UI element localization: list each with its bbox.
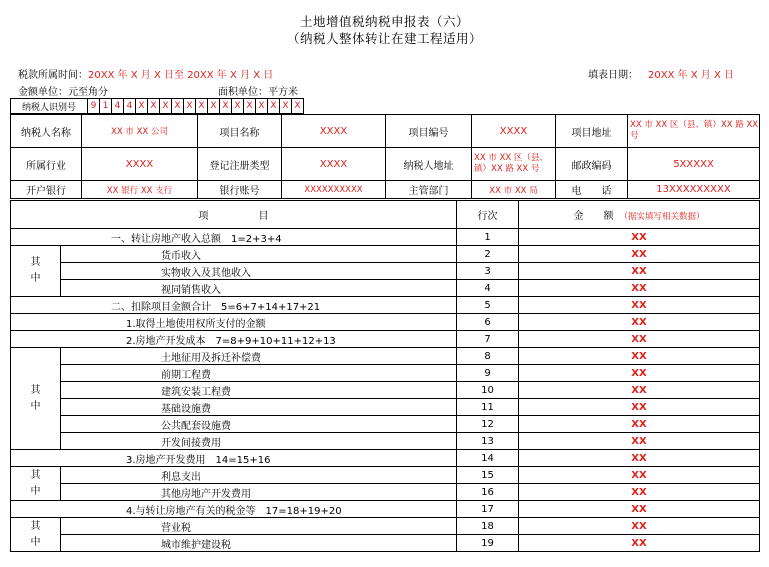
row-line-no: 9 <box>457 365 519 382</box>
table-row <box>11 416 760 433</box>
taxid-digit: 4 <box>124 99 136 114</box>
table-row <box>11 229 760 246</box>
row-amount[interactable]: XX <box>519 382 760 399</box>
bank-value: XX 银行 XX 支行 <box>82 181 198 199</box>
phone-value: 13XXXXXXXXX <box>628 181 760 199</box>
table-row <box>11 467 760 484</box>
bank-label: 开户银行 <box>11 181 82 199</box>
row-amount[interactable]: XX <box>519 263 760 280</box>
header-amount-note: （据实填写相关数据） <box>619 212 705 222</box>
table-row <box>11 382 760 399</box>
row-line-no: 5 <box>457 297 519 314</box>
row-label: 2.房地产开发成本 7=8+9+10+11+12+13 <box>11 331 457 348</box>
reg-type-value: XXXX <box>282 148 386 181</box>
row-label: 前期工程费 <box>61 365 457 382</box>
project-addr-value: XX 市 XX 区（县、镇）XX 路 XX 号 <box>628 115 760 148</box>
taxid-digit: X <box>208 99 220 114</box>
table-row <box>11 246 760 263</box>
taxid-digit: 4 <box>112 99 124 114</box>
form-subtitle: （纳税人整体转让在建工程适用） <box>286 31 482 46</box>
taxid-label: 纳税人识别号 <box>11 99 88 114</box>
taxid-digit: X <box>220 99 232 114</box>
form-title: 土地增值税纳税申报表（六） <box>299 14 469 29</box>
tax-period-label: 税款所属时间： <box>18 70 88 81</box>
phone-label: 电 话 <box>556 181 628 199</box>
row-line-no: 2 <box>457 246 519 263</box>
row-line-no: 4 <box>457 280 519 297</box>
row-line-no: 15 <box>457 467 519 484</box>
row-line-no: 6 <box>457 314 519 331</box>
project-name-value: XXXX <box>282 115 386 148</box>
header-amount <box>519 201 760 229</box>
row-amount[interactable]: XX <box>519 399 760 416</box>
row-label: 公共配套设施费 <box>61 416 457 433</box>
taxpayer-name-value: XX 市 XX 公司 <box>82 115 198 148</box>
table-row <box>11 331 760 348</box>
row-line-no: 3 <box>457 263 519 280</box>
table-row <box>11 399 760 416</box>
row-line-no: 11 <box>457 399 519 416</box>
row-label: 1.取得土地使用权所支付的金额 <box>11 314 457 331</box>
tax-period-value: 20XX 年 X 月 X 日至 20XX 年 X 月 X 日 <box>88 70 274 81</box>
row-amount[interactable]: XX <box>519 467 760 484</box>
postcode-label: 邮政编码 <box>556 148 628 181</box>
row-label: 3.房地产开发费用 14=15+16 <box>11 450 457 467</box>
table-row <box>11 348 760 365</box>
row-line-no: 18 <box>457 518 519 535</box>
row-label: 视同销售收入 <box>61 280 457 297</box>
header-line-no: 行次 <box>457 201 519 229</box>
qizhong-label: 其 中 <box>11 467 61 501</box>
row-label: 城市维护建设税 <box>61 535 457 552</box>
header-item: 项 目 <box>11 201 457 229</box>
row-amount[interactable]: XX <box>519 518 760 535</box>
fill-date-label: 填表日期： <box>588 70 638 81</box>
taxid-digit: X <box>172 99 184 114</box>
row-label: 基础设施费 <box>61 399 457 416</box>
taxid-digit: X <box>292 99 304 114</box>
taxid-digit: X <box>268 99 280 114</box>
declaration-table <box>10 200 760 552</box>
taxid-digit: X <box>136 99 148 114</box>
fill-date-value: 20XX 年 X 月 X 日 <box>648 70 735 81</box>
taxpayer-info-table <box>10 114 760 199</box>
row-amount[interactable]: XX <box>519 535 760 552</box>
taxpayer-name-label: 纳税人名称 <box>11 115 82 148</box>
row-amount[interactable]: XX <box>519 365 760 382</box>
taxpayer-addr-label: 纳税人地址 <box>386 148 472 181</box>
row-amount[interactable]: XX <box>519 433 760 450</box>
row-label: 一、转让房地产收入总额 1=2+3+4 <box>11 229 457 246</box>
amount-unit: 金额单位：元至角分 <box>18 87 108 98</box>
row-line-no: 19 <box>457 535 519 552</box>
table-row <box>11 314 760 331</box>
row-label: 土地征用及拆迁补偿费 <box>61 348 457 365</box>
project-addr-label: 项目地址 <box>556 115 628 148</box>
authority-value: XX 市 XX 局 <box>472 181 556 199</box>
taxid-digit: X <box>280 99 292 114</box>
row-amount[interactable]: XX <box>519 280 760 297</box>
postcode-value: 5XXXXX <box>628 148 760 181</box>
row-amount[interactable]: XX <box>519 229 760 246</box>
industry-value: XXXX <box>82 148 198 181</box>
taxid-digit: X <box>244 99 256 114</box>
table-row <box>11 501 760 518</box>
row-amount[interactable]: XX <box>519 297 760 314</box>
table-row <box>11 280 760 297</box>
project-name-label: 项目名称 <box>198 115 282 148</box>
row-line-no: 14 <box>457 450 519 467</box>
industry-label: 所属行业 <box>11 148 82 181</box>
header-amount-label: 金 额 <box>573 211 614 222</box>
row-amount[interactable]: XX <box>519 314 760 331</box>
reg-type-label: 登记注册类型 <box>198 148 282 181</box>
table-row <box>11 365 760 382</box>
row-line-no: 8 <box>457 348 519 365</box>
row-amount[interactable]: XX <box>519 331 760 348</box>
fill-date <box>588 66 734 81</box>
table-row <box>11 518 760 535</box>
table-row <box>11 535 760 552</box>
taxid-digit: X <box>196 99 208 114</box>
taxid-digit: X <box>160 99 172 114</box>
row-line-no: 7 <box>457 331 519 348</box>
row-label: 货币收入 <box>61 246 457 263</box>
row-label: 开发间接费用 <box>61 433 457 450</box>
taxid-digit: 9 <box>88 99 100 114</box>
row-line-no: 17 <box>457 501 519 518</box>
row-label: 4.与转让房地产有关的税金等 17=18+19+20 <box>11 501 457 518</box>
row-label: 利息支出 <box>61 467 457 484</box>
table-row <box>11 263 760 280</box>
tax-period <box>18 66 273 81</box>
row-amount[interactable]: XX <box>519 450 760 467</box>
taxid-digit: 1 <box>100 99 112 114</box>
row-label: 其他房地产开发费用 <box>61 484 457 501</box>
row-line-no: 13 <box>457 433 519 450</box>
row-line-no: 10 <box>457 382 519 399</box>
taxid-digit: X <box>148 99 160 114</box>
table-row <box>11 297 760 314</box>
qizhong-label: 其 中 <box>11 518 61 552</box>
project-no-label: 项目编号 <box>386 115 472 148</box>
table-row <box>11 433 760 450</box>
row-line-no: 1 <box>457 229 519 246</box>
row-amount[interactable]: XX <box>519 484 760 501</box>
authority-label: 主管部门 <box>386 181 472 199</box>
table-row <box>11 484 760 501</box>
row-line-no: 12 <box>457 416 519 433</box>
account-label: 银行账号 <box>198 181 282 199</box>
row-line-no: 16 <box>457 484 519 501</box>
row-amount[interactable]: XX <box>519 501 760 518</box>
taxpayer-addr-value: XX 市 XX 区（县、镇）XX 路 XX 号 <box>472 148 556 181</box>
taxid-table <box>10 98 304 114</box>
account-value: XXXXXXXXXX <box>282 181 386 199</box>
taxid-digit: X <box>256 99 268 114</box>
area-unit: 面积单位：平方米 <box>218 87 298 98</box>
table-row <box>11 450 760 467</box>
row-amount[interactable]: XX <box>519 348 760 365</box>
taxid-digit: X <box>184 99 196 114</box>
qizhong-label: 其 中 <box>11 348 61 450</box>
qizhong-label: 其 中 <box>11 246 61 297</box>
row-label: 二、扣除项目金额合计 5=6+7+14+17+21 <box>11 297 457 314</box>
row-label: 营业税 <box>61 518 457 535</box>
row-amount[interactable]: XX <box>519 416 760 433</box>
row-label: 实物收入及其他收入 <box>61 263 457 280</box>
project-no-value: XXXX <box>472 115 556 148</box>
row-label: 建筑安装工程费 <box>61 382 457 399</box>
taxid-digit: X <box>232 99 244 114</box>
row-amount[interactable]: XX <box>519 246 760 263</box>
